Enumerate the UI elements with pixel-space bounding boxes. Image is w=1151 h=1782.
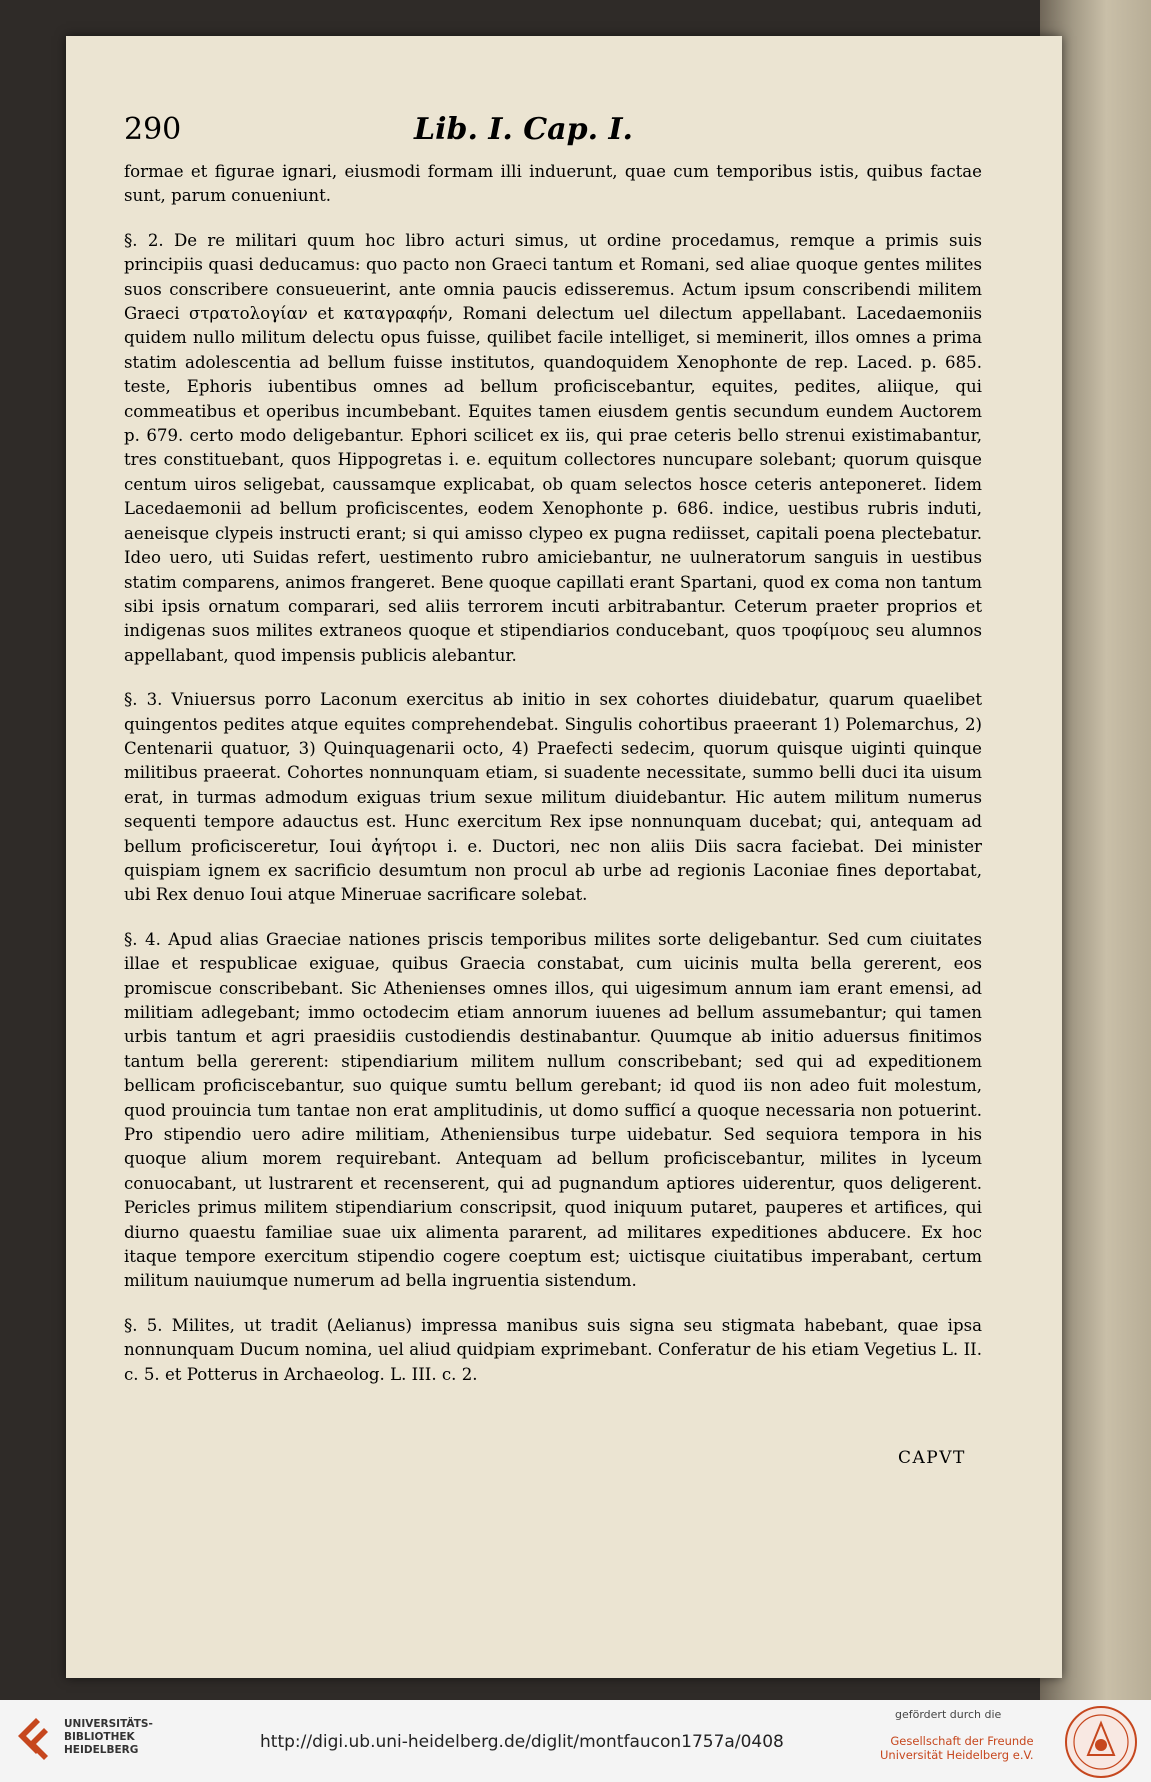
university-seal-icon — [1064, 1705, 1138, 1779]
paragraph-section-2: §. 2. De re militari quum hoc libro acturi simus, ut ordine procedamus, remque a primis suis principiis quasi deducamus: quo pacto non Graeci tantum et Romani, sed aliae quoque gentes milites suos conscribere consueuerint, ante omnia paucis edisseremus. Actum ipsum conscribendi militem Graeci στρατολογίαν et καταγραφήν, Romani delectum uel dilectum appellabant. Lacedaemoniis quidem nullo militum delectu opus fuisse, quilibet facile intelliget, si meminerit, illos omnes a prima statim adolescentia ad bellum fuisse institutos, quandoquidem Xenophonte de rep. Laced. p. 685. teste, Ephoris iubentibus omnes ad bellum proficiscebantur, equites, pedites, aliique, qui commeatibus et operibus incumbebant. Equites tamen eiusdem gentis secundum eundem Auctorem p. 679. certo modo deligebantur. Ephori scilicet ex iis, qui prae ceteris bello strenui existimabantur, tres constituebant, quos Hippogretas i. e. equitum collectores nuncupare solebant; quorum quisque centum uiros seligebat, caussamque explicabat, ob quam selectos hosce ceteris anteponeret. Iidem Lacedaemonii ad bellum proficiscentes, eodem Xenophonte p. 686. indice, uestibus rubris induti, aeneisque clypeis instructi erant; si qui amisso clypeo ex pugna rediisset, capitali poena plectebatur. Ideo uero, uti Suidas refert, uestimento rubro amiciebantur, ne uulneratorum sanguis in uestibus statim comparens, animos frangeret. Bene quoque capillati erant Spartani, quod ex coma non tantum sibi ipsis ornatum comparari, sed aliis terrorem incuti arbitrabantur. Ceterum praeter proprios et indigenas suos milites extraneos quoque et stipendiarios conducebant, quos τροφίμους seu alumnos appellabant, quod impensis publicis alebantur. — [124, 230, 982, 665]
library-name — [64, 1718, 153, 1757]
document-url-link[interactable]: http://digi.ub.uni-heidelberg.de/diglit/montfaucon1757a/0408 — [260, 1732, 784, 1752]
paragraph-section-5: §. 5. Milites, ut tradit (Aelianus) impressa manibus suis signa seu stigmata habebant, quae ipsa nonnunquam Ducum nomina, uel aliud quidpiam exprimebant. Conferatur de his etiam Vegetius L. II. c. 5. et Potterus in Archaeolog. L. III. c. 2. — [124, 1315, 982, 1384]
page-number: 290 — [124, 112, 182, 147]
society-name-line: Universität Heidelberg e.V. — [880, 1748, 1034, 1762]
society-name[interactable] — [880, 1734, 1034, 1762]
funded-by-label: gefördert durch die — [895, 1708, 1002, 1721]
catchword: CAPVT — [898, 1448, 966, 1468]
library-name-line: BIBLIOTHEK — [64, 1731, 135, 1743]
paragraph-section-4: §. 4. Apud alias Graeciae nationes priscis temporibus milites sorte deligebantur. Sed cum ciuitates illae et respublicae exiguae, quibus Graecia constabat, cum uicinis multa bella gererent, eos promiscue conscribebant. Sic Athenienses omnes illos, qui uigesimum annum iam erant emensi, ad militiam adlegebant; immo octodecim etiam annorum iuuenes ad bellum assumebantur; qui tamen urbis tantum et agri praesidiis custodiendis destinabantur. Quumque ab initio aduersus finitimos tantum bella gererent: stipendiarium militem nullum conscribebant; sed qui ad expeditionem bellicam proficiscebantur, suo quique sumtu bellum gerebant; id quod iis non adeo fuit molestum, quod prouincia tum tantae non erat amplitudinis, ut domo sufficí a quoque necessaria non potuerint. Pro stipendio uero adire militiam, Atheniensibus turpe uidebatur. Sed sequiora tempora in his quoque alium morem requirebant. Antequam ad bellum proficiscebantur, milites in lyceum conuocabant, ut lustrarent et recenserent, qui ad pugnandum aptiores uiderentur, quos deligerent. Pericles primus militem stipendiarium conscripsit, quod iniquum putaret, pauperes et artifices, qui diurno quaestu familiae suae uix alimenta pararent, ad militares expeditiones abducere. Ex hoc itaque tempore exercitum stipendio cogere coeptum est; uictisque ciuitatibus imperabant, certum militum nauiumque numerum ad bella ingruentia sistendum. — [124, 929, 982, 1291]
library-logo-icon[interactable] — [14, 1714, 58, 1766]
library-name-line: HEIDELBERG — [64, 1744, 139, 1756]
running-title: Lib. I. Cap. I. — [414, 112, 633, 147]
footer-bar — [0, 1700, 1151, 1782]
paragraph-section-3: §. 3. Vniuersus porro Laconum exercitus ab initio in sex cohortes diuidebatur, quarum quaelibet quingentos pedites atque equites comprehendebat. Singulis cohortibus praeerant 1) Polemarchus, 2) Centenarii quatuor, 3) Quinquagenarii octo, 4) Praefecti sedecim, quorum quisque uiginti quinque militibus praeerat. Cohortes nonnunquam etiam, si suadente necessitate, summo belli duci ita uisum erat, in turmas admodum exiguas trium sexue militum diuidebantur. Hic autem militum numerus sequenti tempore adauctus est. Hunc exercitum Rex ipse nonnunquam ducebat; qui, antequam ad bellum proficisceretur, Ioui ἀγήτορι i. e. Ductori, nec non aliis Diis sacra faciebat. Dei minister quispiam ignem ex sacrificio desumtum non procul ab urbe ad regionis Laconiae fines deportabat, ubi Rex denuo Ioui atque Mineruae sacrificare solebat. — [124, 690, 982, 905]
society-name-line: Gesellschaft der Freunde — [890, 1734, 1034, 1748]
paragraph-continuation: formae et figurae ignari, eiusmodi formam illi induerunt, quae cum temporibus istis, quibus factae sunt, parum conueniunt. — [124, 162, 982, 206]
body-text — [124, 160, 982, 1387]
library-name-line: UNIVERSITÄTS- — [64, 1718, 153, 1730]
